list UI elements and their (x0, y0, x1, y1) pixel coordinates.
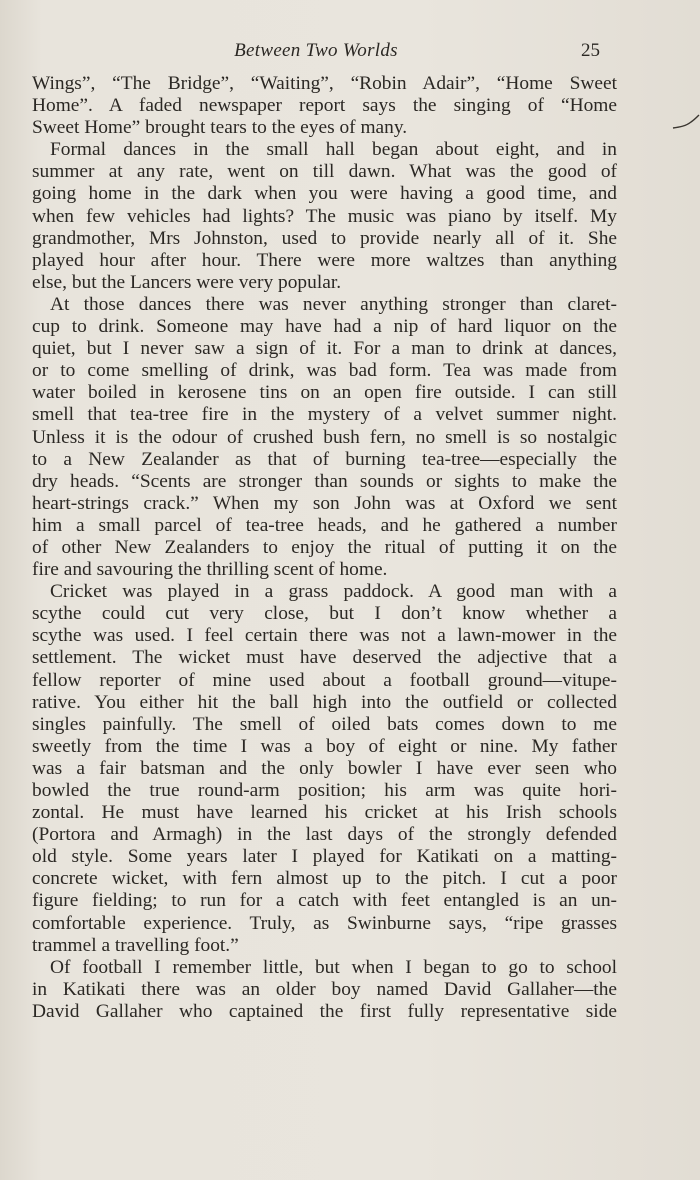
text-line: scythe was used. I feel certain there was not a lawn-mower in the (32, 625, 617, 647)
text-line: comfortable experience. Truly, as Swinburne says, “ripe grasses (32, 912, 617, 934)
text-line: rative. You either hit the ball high into the outfield or collected (32, 691, 617, 713)
text-line: him a small parcel of tea-tree heads, and he gathered a number (32, 514, 617, 536)
text-line: was a fair batsman and the only bowler I have ever seen who (32, 757, 617, 779)
page-header (32, 40, 600, 70)
text-line: trammel a travelling foot.” (32, 934, 239, 956)
text-line: of other New Zealanders to enjoy the ritual of putting it on the (32, 536, 617, 558)
text-line: figure fielding; to run for a catch with feet entangled is an un- (32, 890, 617, 912)
text-line: David Gallaher who captained the first fully representative side (32, 1000, 617, 1022)
running-title: Between Two Worlds (234, 40, 398, 61)
text-line: else, but the Lancers were very popular. (32, 271, 342, 293)
text-line: Wings”, “The Bridge”, “Waiting”, “Robin Adair”, “Home Sweet (32, 73, 617, 94)
text-line: Home”. A faded newspaper report says the singing of “Home (32, 95, 617, 117)
text-line: quiet, but I never saw a sign of it. For a man to drink at dances, (32, 338, 617, 360)
text-line: concrete wicket, with fern almost up to the pitch. I cut a poor (32, 868, 617, 890)
text-line: old style. Some years later I played for Katikati on a matting- (32, 846, 617, 868)
text-line: Of football I remember little, but when I began to go to school (50, 956, 617, 978)
text-line: cup to drink. Someone may have had a nip of hard liquor on the (32, 316, 617, 338)
text-line: scythe could cut very close, but I don’t know whether a (32, 603, 617, 625)
text-line: (Portora and Armagh) in the last days of the strongly defended (32, 824, 617, 846)
text-line: sweetly from the time I was a boy of eight or nine. My father (32, 735, 617, 757)
text-line: water boiled in kerosene tins on an open fire outside. I can still (32, 382, 617, 404)
text-line: to a New Zealander as that of burning tea-tree—especially the (32, 448, 617, 470)
text-line: At those dances there was never anything stronger than claret- (50, 293, 617, 315)
text-line: in Katikati there was an older boy named David Gallaher—the (32, 978, 617, 1000)
text-line: dry heads. “Scents are stronger than sounds or sights to make the (32, 470, 617, 492)
text-line: Formal dances in the small hall began about eight, and in (50, 139, 617, 161)
body-text (32, 73, 617, 1023)
text-line: or to come smelling of drink, was bad form. Tea was made from (32, 360, 617, 382)
text-line: grandmother, Mrs Johnston, used to provide nearly all of it. She (32, 227, 617, 249)
text-line: Sweet Home” brought tears to the eyes of many. (32, 117, 408, 139)
text-line: singles painfully. The smell of oiled bats comes down to me (32, 713, 617, 735)
text-line: summer at any rate, went on till dawn. What was the good of (32, 161, 617, 183)
text-line: settlement. The wicket must have deserved the adjective that a (32, 647, 617, 669)
text-line: going home in the dark when you were having a good time, and (32, 183, 617, 205)
page-number: 25 (581, 40, 600, 61)
text-line: bowled the true round-arm position; his arm was quite hori- (32, 780, 617, 801)
text-line: fire and savouring the thrilling scent of home. (32, 559, 388, 581)
pencil-margin-mark (672, 112, 700, 132)
text-line: played hour after hour. There were more waltzes than anything (32, 249, 617, 271)
text-line: Cricket was played in a grass paddock. A good man with a (50, 581, 617, 603)
text-line: heart-strings crack.” When my son John was at Oxford we sent (32, 492, 617, 514)
text-line: when few vehicles had lights? The music was piano by itself. My (32, 205, 617, 227)
text-line: smell that tea-tree fire in the mystery of a velvet summer night. (32, 404, 617, 426)
text-line: fellow reporter of mine used about a football ground—vitupe- (32, 669, 617, 691)
text-line: zontal. He must have learned his cricket at his Irish schools (32, 802, 617, 824)
text-line: Unless it is the odour of crushed bush fern, no smell is so nostalgic (32, 426, 617, 448)
